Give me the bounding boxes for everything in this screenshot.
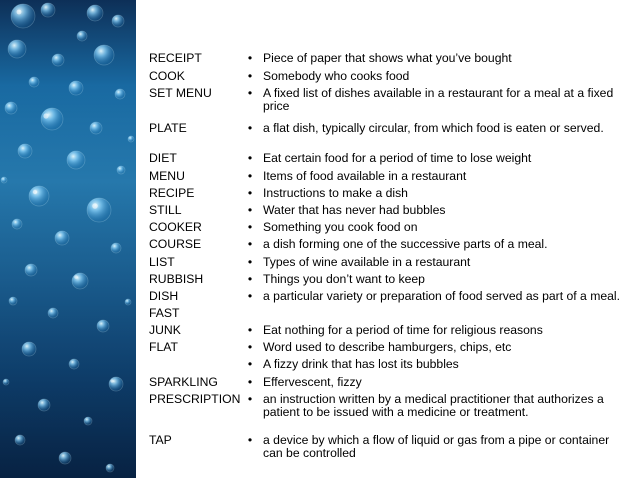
vocabulary-row-dish [149,290,626,303]
definition-set-menu: A fixed list of dishes available in a restaurant for a meal at a fixed price [263,86,614,113]
definition-sparkling: Effervescent, fizzy [263,375,362,389]
bullet-point: • [247,433,253,447]
bullet-point: • [247,203,253,217]
bullet-point: • [247,289,253,303]
definition-prescription: an instruction written by a medical practitioner that authorizes a patient to be issued with a medicine or treatment. [263,392,604,419]
vocabulary-row-set-menu [149,87,629,113]
vocabulary-row-list [149,256,476,269]
vocabulary-row-recipe [149,187,414,200]
definition-still: Water that has never had bubbles [263,203,446,217]
term-menu: MENU [149,169,185,183]
bullet-point: • [247,255,253,269]
term-still: STILL [149,203,182,217]
term-junk: JUNK [149,323,181,337]
definition-cooker: Something you cook food on [263,220,418,234]
vocabulary-list [149,52,629,462]
definition-course: a dish forming one of the successive parts of a meal. [263,237,548,251]
term-list: LIST [149,255,175,269]
bullet-point: • [247,169,253,183]
definition-flat: Word used to describe hamburgers, chips, etc [263,340,512,354]
definition-rubbish: Things you don’t want to keep [263,272,425,286]
term-diet: DIET [149,151,177,165]
term-receipt: RECEIPT [149,51,202,65]
bullet-point: • [247,69,253,83]
vocabulary-row-course [149,238,554,251]
definition-receipt: Piece of paper that shows what you’ve bought [263,51,512,65]
definition-dish: a particular variety or preparation of food served as part of a meal. [263,289,621,303]
water-bubbles-image [0,0,136,478]
term-recipe: RECIPE [149,186,195,200]
term-plate: PLATE [149,121,187,135]
bullet-point: • [247,51,253,65]
definition-list: Types of wine available in a restaurant [263,255,471,269]
term-prescription: PRESCRIPTION [149,392,241,406]
vocabulary-row-sparkling [149,376,368,389]
term-course: COURSE [149,237,202,251]
definition-junk: Eat nothing for a period of time for religious reasons [263,323,543,337]
vocabulary-row-receipt [149,52,518,65]
definition-tap: a device by which a flow of liquid or gas from a pipe or container can be controlled [263,433,610,460]
bullet-point: • [247,323,253,337]
definition-menu: Items of food available in a restaurant [263,169,467,183]
vocabulary-row-fast [149,307,269,320]
definition-recipe: Instructions to make a dish [263,186,408,200]
term-rubbish: RUBBISH [149,272,204,286]
term-cooker: COOKER [149,220,202,234]
bullet-point: • [247,237,253,251]
bullet-point: • [247,151,253,165]
bullet-point: • [247,86,253,100]
vocabulary-row-menu [149,170,472,183]
term-sparkling: SPARKLING [149,375,218,389]
bullet-point: • [247,121,253,135]
bullet-point: • [247,220,253,234]
vocabulary-row-tap [149,434,629,460]
term-flat: FLAT [149,340,178,354]
term-fast: FAST [149,306,180,320]
vocabulary-row-lost-bubbles [149,358,465,371]
vocabulary-row-cook [149,70,415,83]
vocabulary-row-cooker [149,221,423,234]
bullet-point: • [247,392,253,406]
bullet-point: • [247,272,253,286]
term-cook: COOK [149,69,185,83]
term-dish: DISH [149,289,179,303]
bullet-point: • [247,340,253,354]
bullet-point: • [247,375,253,389]
definition-cook: Somebody who cooks food [263,69,410,83]
vocabulary-row-junk [149,324,549,337]
definition-diet: Eat certain food for a period of time to lose weight [263,151,532,165]
vocabulary-row-diet [149,152,537,165]
bullet-point: • [247,357,253,371]
bullet-point: • [247,186,253,200]
definition-lost-bubbles: A fizzy drink that has lost its bubbles [263,357,459,371]
vocabulary-row-still [149,204,451,217]
bubbles-illustration [0,0,136,478]
term-set-menu: SET MENU [149,86,212,100]
vocabulary-row-rubbish [149,273,431,286]
vocabulary-row-plate [149,122,610,135]
vocabulary-row-flat [149,341,517,354]
term-tap: TAP [149,433,172,447]
vocabulary-row-prescription [149,393,629,419]
definition-plate: a flat dish, typically circular, from which food is eaten or served. [263,121,604,135]
